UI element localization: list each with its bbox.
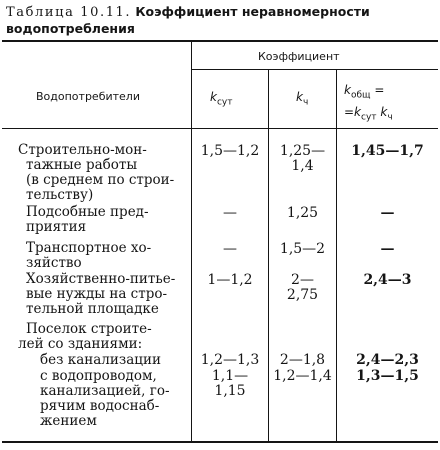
row-3-name-line-1: Транспортное хо- xyxy=(26,240,152,256)
header-k-total-equals: = xyxy=(370,83,385,97)
row-7-k-total: 1,3—1,5 xyxy=(356,368,419,384)
row-7-k-day-line-1: 1,1— xyxy=(211,368,249,384)
row-3-k-total: — xyxy=(380,241,395,257)
row-1-name-line-4: тельству) xyxy=(26,187,94,203)
table-bottom-rule xyxy=(2,441,438,443)
row-4-k-day: 1—1,2 xyxy=(207,272,253,288)
row-1-k-hour-line-2: 1,4 xyxy=(291,158,314,174)
row-6-name-line-1: без канализации xyxy=(40,352,161,368)
row-1-k-hour xyxy=(269,144,336,174)
header-bottom-rule xyxy=(2,128,438,129)
header-k-total-line-2-sub-day: сут xyxy=(361,112,377,123)
table-top-rule xyxy=(2,40,438,42)
row-7-k-day xyxy=(192,369,268,399)
header-k-hour-symbol: k xyxy=(296,90,303,104)
row-7-name-line-1: с водопроводом, xyxy=(40,368,157,384)
header-k-total-line-2-pre: =k xyxy=(344,105,362,120)
row-1-name-line-1: Строительно-мон- xyxy=(18,142,147,158)
row-7-k-hour: 1,2—1,4 xyxy=(273,368,332,384)
row-6-name xyxy=(40,353,161,368)
row-4-name-line-2: вые нужды на стро- xyxy=(26,286,168,302)
row-7-name-line-3: рячим водоснаб- xyxy=(40,398,160,414)
row-5-name-line-1: Поселок строите- xyxy=(26,321,152,337)
row-2-k-total: — xyxy=(380,205,395,221)
row-7-name-line-4: жением xyxy=(40,413,97,429)
row-4-name xyxy=(26,272,175,317)
row-2-k-hour: 1,25 xyxy=(286,205,319,221)
row-7-name-line-2: канализацией, го- xyxy=(40,383,170,399)
row-1-name xyxy=(18,143,174,203)
row-1-name-line-2: тажные работы xyxy=(26,157,138,173)
header-k-total-line-2 xyxy=(344,104,393,126)
row-2-name-line-1: Подсобные пред- xyxy=(26,204,149,220)
row-2-name xyxy=(26,205,149,235)
row-1-name-line-3: (в среднем по строи- xyxy=(26,172,175,188)
row-4-k-hour-line-2: 2,75 xyxy=(286,287,319,303)
header-consumers: Водопотребители xyxy=(36,90,140,103)
header-k-total-symbol: k xyxy=(344,83,351,97)
header-k-day xyxy=(210,90,232,107)
row-4-name-line-1: Хозяйственно-питье- xyxy=(26,271,176,287)
row-5-name xyxy=(18,321,152,352)
row-3-k-day: — xyxy=(223,241,237,257)
header-k-total-subscript: общ xyxy=(350,90,371,101)
row-4-k-hour xyxy=(269,273,336,303)
header-k-total xyxy=(344,82,393,127)
header-k-day-symbol: k xyxy=(210,90,217,104)
header-k-total-line-2-sub-hour: ч xyxy=(387,112,393,123)
row-1-k-total: 1,45—1,7 xyxy=(351,143,424,159)
header-coefficient: Коэффициент xyxy=(258,50,340,63)
coefficient-under-rule xyxy=(191,69,438,70)
header-k-hour xyxy=(296,90,308,107)
row-6-k-day: 1,2—1,3 xyxy=(200,352,260,368)
table-number: Таблица 10.11. xyxy=(6,5,132,20)
header-k-total-line-2-mid: k xyxy=(376,105,388,120)
row-6-k-total: 2,4—2,3 xyxy=(356,352,419,368)
row-4-k-total: 2,4—3 xyxy=(363,272,412,288)
row-2-name-line-2: приятия xyxy=(26,219,87,235)
row-3-name xyxy=(26,241,151,271)
row-3-name-line-2: зяйство xyxy=(26,255,82,271)
row-4-name-line-3: тельной площадке xyxy=(26,301,159,317)
header-k-total-line-1 xyxy=(344,82,393,104)
row-4-k-hour-line-1: 2— xyxy=(291,272,314,288)
table-title-line-2: водопотребления xyxy=(6,21,135,36)
row-1-k-hour-line-1: 1,25— xyxy=(279,143,326,159)
row-3-k-hour: 1,5—2 xyxy=(279,241,326,257)
row-7-k-day-line-2: 1,15 xyxy=(214,383,246,399)
table-caption xyxy=(6,4,436,37)
header-k-day-subscript: сут xyxy=(216,97,233,108)
row-2-k-day: — xyxy=(223,205,237,221)
row-7-name xyxy=(40,369,170,429)
row-1-k-day: 1,5—1,2 xyxy=(200,143,260,159)
row-5-name-line-2: лей со зданиями: xyxy=(18,336,143,352)
table-title-line-1: Коэффициент неравномерности xyxy=(135,4,370,19)
row-6-k-hour: 2—1,8 xyxy=(279,352,326,368)
header-k-hour-subscript: ч xyxy=(302,97,309,108)
